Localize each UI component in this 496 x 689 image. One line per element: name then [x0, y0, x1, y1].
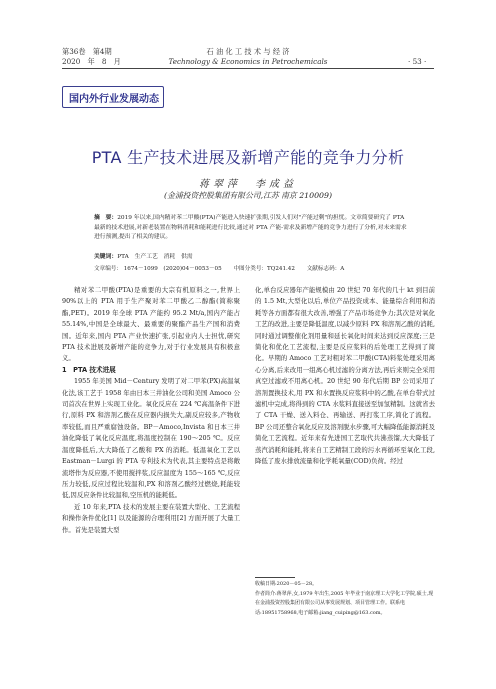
issue-date: 2020 年 8 月: [62, 57, 121, 66]
abstract: [94, 214, 410, 243]
authors: 蒋翠萍 李成益: [199, 179, 297, 190]
footnote-rule: [255, 577, 295, 578]
header-rule: [62, 68, 434, 69]
volume-issue: 第36卷 第4期: [62, 47, 112, 56]
keywords-label: 关键词：: [94, 254, 118, 260]
article-number: 文章编号： 1674－1099 (2020)04－0053－05: [94, 266, 222, 272]
body-left-column: [62, 285, 240, 536]
column-name-box: [62, 86, 164, 108]
body-right-column: [255, 285, 435, 468]
journal-name-en: Technology & Economics in Petrochemicals: [168, 57, 328, 66]
abstract-text: 2019 年以来,国内精对苯二甲酸(PTA)产能进入快速扩张期,引发人们对"产能过剩"的担忧。文章简要研究了 PTA 最新的技术进展,对新老装置在物料消耗和能耗进行比较,通过对 PTA 产能-需求及新增产能的竞争力进行了分析,对未来需求进行预测,提出了相关的建议。: [94, 215, 407, 240]
keywords-text: PTA 生产工艺 消耗 供需: [117, 254, 193, 260]
document-code: 文献标志码：A: [306, 266, 345, 272]
article-meta: [94, 264, 434, 272]
section-heading: 1 PTA 技术进展: [62, 365, 116, 374]
column-name: 国内外行业发展动态: [69, 93, 159, 105]
abstract-label: 摘 要：: [94, 215, 118, 221]
page-number: · 53 ·: [408, 57, 427, 66]
paragraph: 精对苯二甲酸(PTA)是重要的大宗有机原料之一,世界上 90%以上的 PTA 用于生产聚对苯二甲酸乙二醇酯(简称聚酯,PET)。2019 年全球 PTA 产能约 95.2 Mt/a,国内产能占 55.14%,中国是全球最大、最重要的聚酯产品生产国和消费国。近年来,国内 PTA 产业快速扩张,引起业内人士担忧,研究 PTA 技术进展及新增产能的竞争力,对于行业发展具有积极意义。: [62, 286, 240, 363]
article-title: PTA 生产技术进展及新增产能的竞争力分析: [91, 148, 405, 167]
journal-name-cn: 石 油 化 工 技 术 与 经 济: [206, 47, 290, 56]
paragraph: 1955 年美国 Mid－Century 发明了对二甲苯(PX)高温氧化法,该工艺于 1958 年由日本三井油化公司和美国 Amoco 公司首次在世界上实现工业化。氧化反应在 224 ℃高温条件下进行,原料 PX 和溶剂乙酸在反应器内损失大,副反应较多,产物收率较低,而且严重腐蚀设备。BP－Amoco,Invista 和日本三井油化降低了氧化反应温度,将温度控制在 190～205 ℃。反应温度降低后,大大降低了乙酸和 PX 的消耗。低温氧化工艺以 Eastman－Lurgi 的 PTA 专利技术为代表,其主要特点是将敞流塔作为反应器,不使用搅拌浆,反应温度为 155～165 ℃,反应压力较低,反应过程比较温和,PX 和溶剂乙酸经过燃烧,耗能较低,因反应条件比较温和,空压机的能耗低。: [62, 377, 240, 500]
keywords: [94, 253, 410, 263]
received-date: 收稿日期:2020－05－28。: [255, 581, 318, 587]
footnote: [255, 580, 435, 618]
affiliation: (金浦投资控股集团有限公司,江苏 南京 210009): [163, 191, 333, 200]
clc-number: 中图分类号：TQ241.42: [233, 266, 295, 272]
paragraph: 化,单台反应器年产能规模由 20 世纪 70 年代的几十 kt 到目前的 1.5 Mt,大型化以后,单位产品投资成本、能量综合利用和消耗等各方面都有很大改善,增强了产品市场竞争力;其次是对氧化工艺的改进,主要是降低温度,以减少原料 PX 和溶剂乙酸的消耗,同时通过调整催化剂用量和延长氧化时间来达到反应深度;三是简化和优化工艺流程,主要是反应浆料的后处理工艺得到了简化。早期的 Amoco 工艺对粗对苯二甲酸(CTA)料浆处理采用离心分离,后来改用一组离心机过滤的分离方法,再后来则完全采用真空过滤或不用离心机。20 世纪 90 年代后期 BP 公司采用了溶剂置换技术,用 PX 和水置换反应浆料中的乙酸,在单台带式过滤机中完成,将得到的 CTA 水浆料直接送至加氢精制。这就省去了 CTA 干燥、送入料仓、再输送、再打浆工序,简化了流程。BP 公司还整合氧化反应及溶剂脱水步骤,可大幅降低能源消耗及简化工艺流程。近年来有先进国工艺取代共沸蒸馏,大大降低了蒸汽消耗和能耗,将来自工艺精制工段的污水再循环至氧化工段,降低了废水排放流量和化学耗氧量(COD)负荷。经过: [255, 286, 435, 466]
paragraph: 近 10 年来,PTA 技术的发展主要在装置大型化、工艺流程和操作条件优化[1] 以及能源的合理利用[2] 方面开展了大量工作。首先是装置大型: [62, 502, 240, 534]
author-bio: 作者简介:蒋翠萍,女,1979 年出生,2005 年毕业于南京理工大学化工学院,硕士,现在金浦投资控股集团有限公司从事发展规划、项目管理工作。联系电话:18951758968,电子邮箱:jiang_cuiping@163.com。: [255, 590, 434, 616]
